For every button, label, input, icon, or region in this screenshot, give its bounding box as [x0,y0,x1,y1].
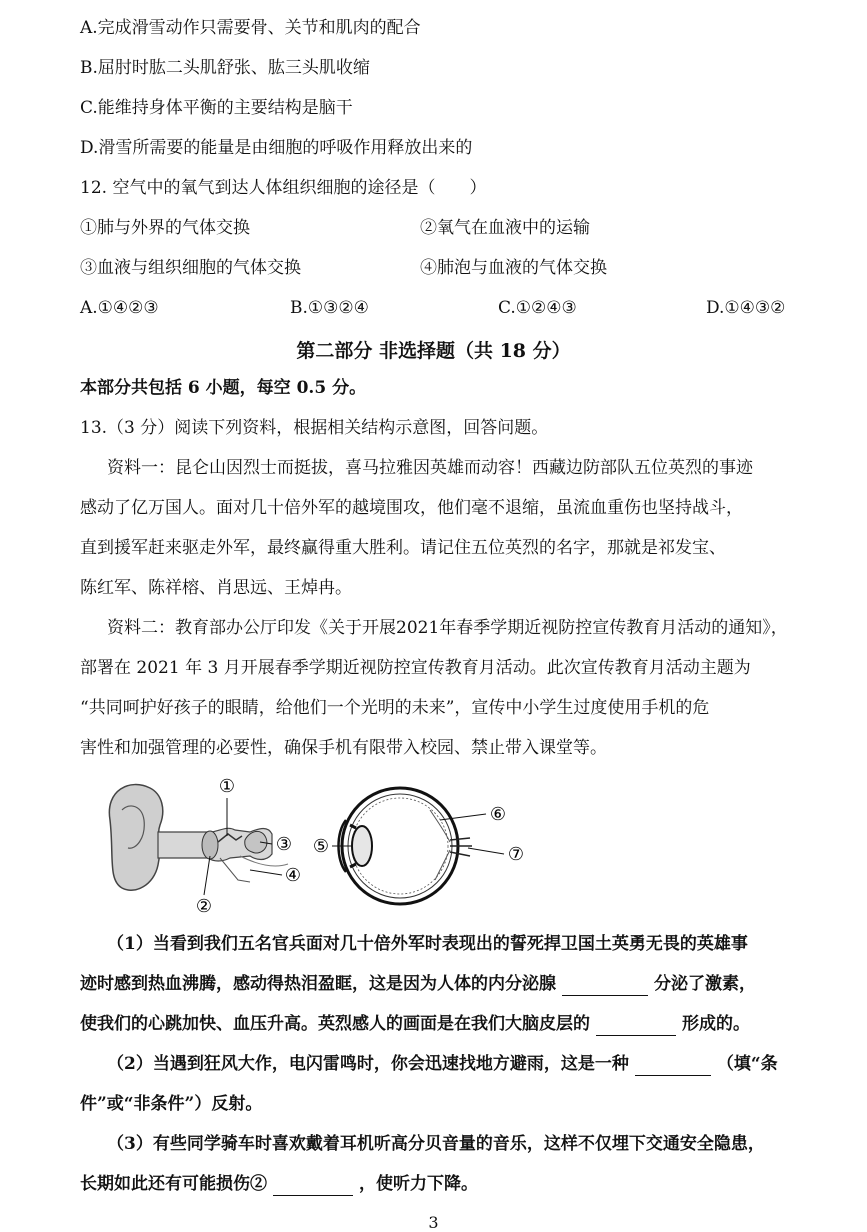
q12-stem: 12. 空气中的氧气到达人体组织细胞的途径是（ ） [80,178,487,198]
sub1-line-1: （1）当看到我们五名官兵面对几十倍外军时表现出的誓死捍卫国土英勇无畏的英雄事 [107,934,748,954]
eye-label-6: ⑥ [489,804,507,825]
ear-label-4: ④ [284,865,302,886]
q12-choice-c: C.①②④③ [498,298,577,318]
q12-item-2: ②氧气在血液中的运输 [420,218,590,238]
answer-blank-2[interactable] [596,1017,676,1036]
material1-line-1: 资料一：昆仑山因烈士而挺拔，喜马拉雅因英雄而动容！西藏边防部队五位英烈的事迹 [107,458,753,478]
q12-item-1: ①肺与外界的气体交换 [80,218,250,238]
sub2-text-b: （填“条 [716,1054,778,1074]
sub1-line-2 [80,972,756,996]
material1-line-4: 陈红军、陈祥榕、肖思远、王焯冉。 [80,578,352,598]
sub2-text-a: （2）当遇到狂风大作，电闪雷鸣时，你会迅速找地方避雨，这是一种 [107,1054,629,1074]
answer-blank-4[interactable] [273,1177,353,1196]
q12-choice-d: D.①④③② [706,298,786,318]
sub3-text-a: 长期如此还有可能损伤② [80,1174,267,1194]
sub1-text-d: 形成的。 [682,1014,750,1034]
ear-label-3: ③ [275,834,293,855]
ear-label-2: ② [195,896,213,917]
part2-title: 第二部分 非选择题（共 18 分） [296,340,571,362]
material2-line-1: 资料二：教育部办公厅印发《关于开展2021年春季学期近视防控宣传教育月活动的通知》， [107,618,788,638]
material2-line-2: 部署在 2021 年 3 月开展春季学期近视防控宣传教育月活动。此次宣传教育月活动主题为 [80,658,751,678]
material2-line-4: 害性和加强管理的必要性，确保手机有限带入校园、禁止带入课堂等。 [80,738,607,758]
eye-diagram [339,788,473,904]
page-number: 3 [428,1213,439,1232]
ear-pinna [109,785,162,891]
sub1-text-b: 分泌了激素， [654,974,756,994]
ear-label-1: ① [218,776,236,797]
ear-diagram [109,785,288,891]
eye-label-5: ⑤ [312,836,330,857]
ear-tube [220,858,250,882]
q11-option-b: B.屈肘时肱二头肌舒张、肱三头肌收缩 [80,58,370,78]
q12-choice-b: B.①③②④ [290,298,369,318]
answer-blank-3[interactable] [635,1057,711,1076]
ear-eye-diagram [100,770,540,920]
material2-line-3: “共同呵护好孩子的眼睛，给他们一个光明的未来”，宣传中小学生过度使用手机的危 [80,698,710,718]
sub3-line-1: （3）有些同学骑车时喜欢戴着耳机听高分贝音量的音乐，这样不仅埋下交通安全隐患， [107,1134,765,1154]
sub1-text-c: 使我们的心跳加快、血压升高。英烈感人的画面是在我们大脑皮层的 [80,1014,590,1034]
answer-blank-1[interactable] [562,977,648,996]
eye-lens [352,826,372,866]
q11-option-a: A.完成滑雪动作只需要骨、关节和肌肉的配合 [80,18,421,38]
q12-item-4: ④肺泡与血液的气体交换 [420,258,607,278]
q12-choice-a: A.①④②③ [80,298,159,318]
eye-label-7: ⑦ [507,844,525,865]
part2-note: 本部分共包括 6 小题，每空 0.5 分。 [80,378,367,398]
q11-option-d: D.滑雪所需要的能量是由细胞的呼吸作用释放出来的 [80,138,473,158]
sub1-text-a: 迹时感到热血沸腾，感动得热泪盈眶，这是因为人体的内分泌腺 [80,974,556,994]
sub1-line-3 [80,1012,750,1036]
sub2-line-2: 件”或“非条件”）反射。 [80,1094,263,1114]
q12-item-3: ③血液与组织细胞的气体交换 [80,258,301,278]
q11-option-c: C.能维持身体平衡的主要结构是脑干 [80,98,353,118]
material1-line-3: 直到援军赶来驱走外军，最终赢得重大胜利。请记住五位英烈的名字，那就是祁发宝、 [80,538,726,558]
material1-line-2: 感动了亿万国人。面对几十倍外军的越境围攻，他们毫不退缩，虽流血重伤也坚持战斗， [80,498,743,518]
sub2-line-1 [107,1052,778,1076]
ear-drum [202,831,218,859]
q13-stem: 13.（3 分）阅读下列资料，根据相关结构示意图，回答问题。 [80,418,549,438]
sub3-line-2 [80,1172,478,1196]
sub3-text-b: ，使听力下降。 [359,1174,478,1194]
